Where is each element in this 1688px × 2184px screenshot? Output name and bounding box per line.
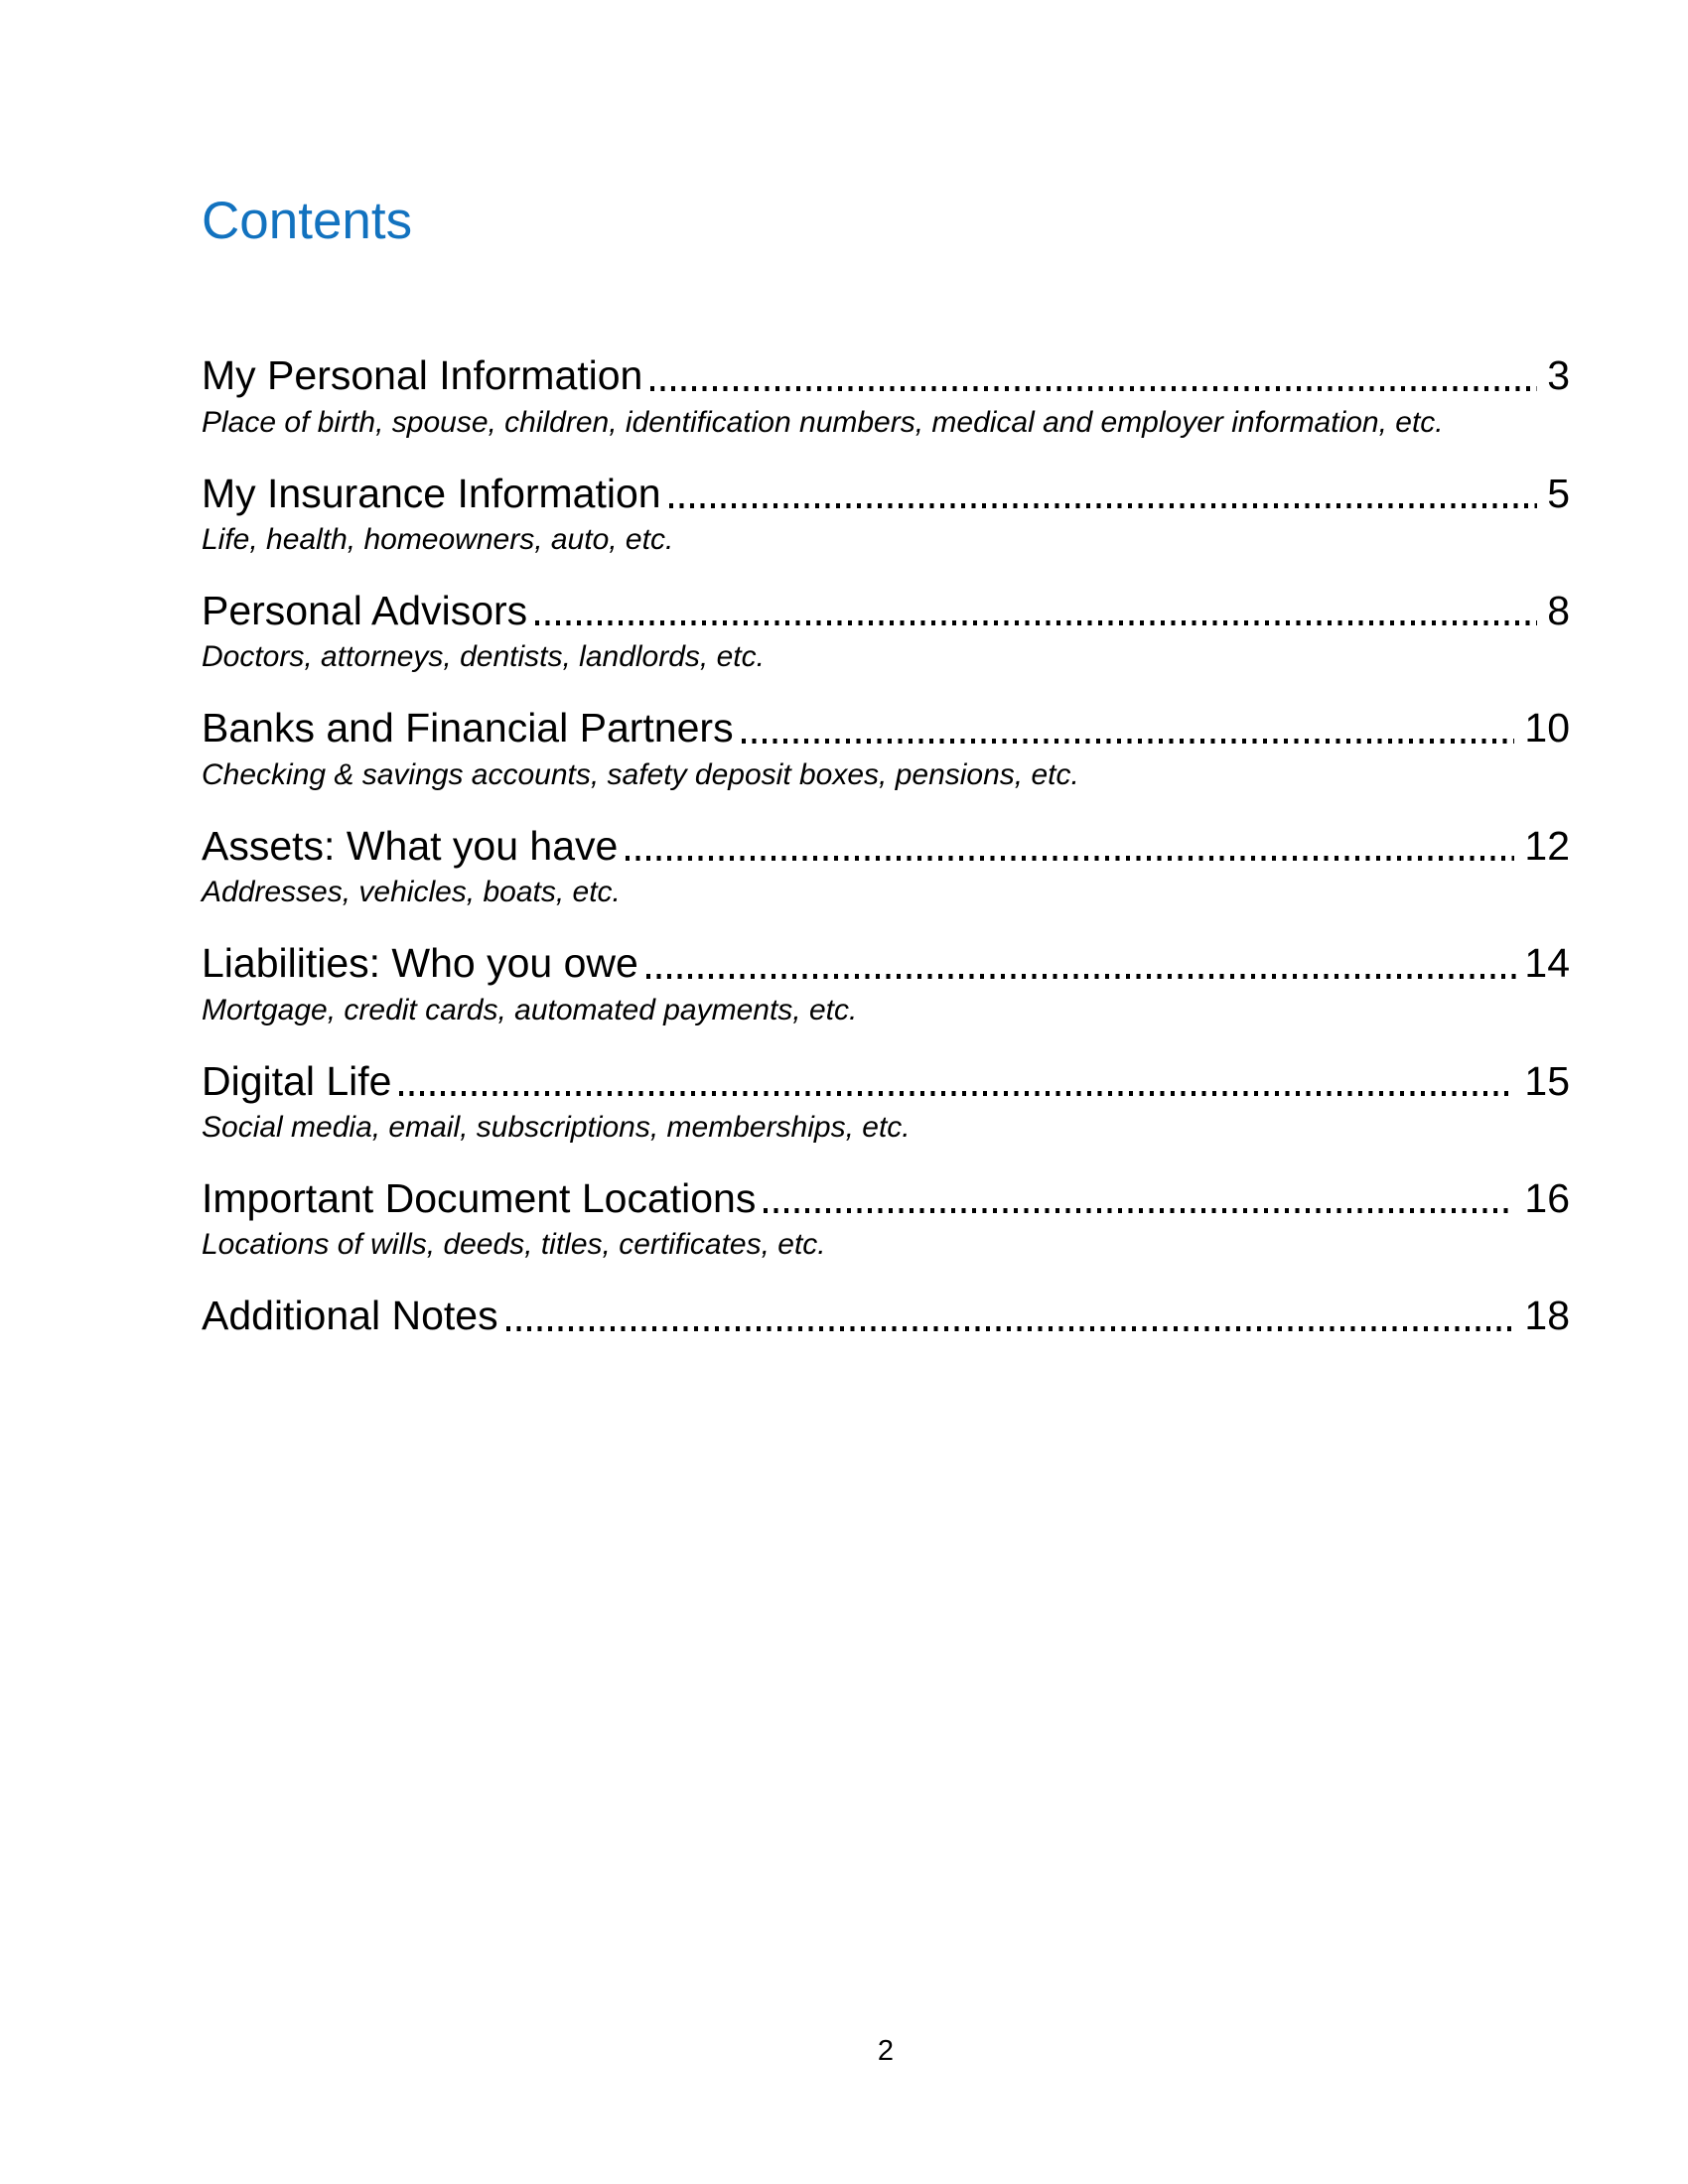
toc-entry[interactable] xyxy=(202,704,1570,751)
dot-leader xyxy=(669,503,1538,508)
toc-entry-description: Mortgage, credit cards, automated payments, etc. xyxy=(202,993,858,1026)
toc-entry-title: Banks and Financial Partners xyxy=(202,705,734,751)
toc-entry-page-number: 10 xyxy=(1524,705,1570,751)
toc-section xyxy=(202,1292,1570,1339)
dot-leader xyxy=(535,620,1537,625)
page-title: Contents xyxy=(202,192,413,250)
toc-entry-description: Checking & savings accounts, safety deposit boxes, pensions, etc. xyxy=(202,757,1079,791)
dot-leader xyxy=(764,1208,1514,1213)
toc-entry-title: Personal Advisors xyxy=(202,588,528,633)
toc-section xyxy=(202,822,1570,910)
toc-entry[interactable] xyxy=(202,822,1570,870)
toc-entry-page-number: 18 xyxy=(1524,1293,1570,1339)
toc-entry-title: Additional Notes xyxy=(202,1293,498,1339)
toc-entry-description: Addresses, vehicles, boats, etc. xyxy=(202,876,621,909)
dot-leader xyxy=(626,856,1514,861)
toc-entry-title: Liabilities: Who you owe xyxy=(202,940,638,987)
table-of-contents xyxy=(202,351,1570,1339)
toc-entry[interactable] xyxy=(202,351,1570,399)
toc-entry-description: Locations of wills, deeds, titles, certificates, etc. xyxy=(202,1228,826,1262)
toc-entry[interactable] xyxy=(202,1057,1570,1105)
toc-section xyxy=(202,939,1570,1027)
toc-section xyxy=(202,704,1570,792)
toc-entry-title: Assets: What you have xyxy=(202,822,619,869)
toc-entry-page-number: 5 xyxy=(1547,470,1570,516)
toc-section xyxy=(202,1057,1570,1146)
toc-entry-page-number: 16 xyxy=(1524,1174,1570,1221)
dot-leader xyxy=(650,386,1537,391)
toc-entry-page-number: 12 xyxy=(1524,822,1570,869)
toc-entry-title: Digital Life xyxy=(202,1057,392,1104)
toc-entry-title: My Insurance Information xyxy=(202,470,661,516)
toc-section xyxy=(202,1174,1570,1263)
footer-page-number: 2 xyxy=(877,2035,895,2067)
dot-leader xyxy=(646,974,1522,979)
toc-entry[interactable] xyxy=(202,939,1570,987)
toc-entry-description: Place of birth, spouse, children, identification numbers, medical and employer information, etc. xyxy=(202,405,1444,439)
toc-entry[interactable] xyxy=(202,587,1570,634)
toc-section xyxy=(202,587,1570,675)
toc-content xyxy=(202,189,1570,1369)
dot-leader xyxy=(399,1091,1514,1096)
toc-entry[interactable] xyxy=(202,470,1570,517)
dot-leader xyxy=(506,1326,1515,1331)
toc-entry[interactable] xyxy=(202,1174,1570,1222)
toc-entry-page-number: 3 xyxy=(1547,352,1570,399)
toc-entry-description: Doctors, attorneys, dentists, landlords, etc. xyxy=(202,640,765,674)
toc-entry-title: Important Document Locations xyxy=(202,1174,757,1221)
toc-entry-page-number: 8 xyxy=(1547,588,1570,633)
dot-leader xyxy=(742,739,1515,744)
toc-entry-page-number: 15 xyxy=(1524,1057,1570,1104)
toc-section xyxy=(202,470,1570,558)
toc-entry-description: Life, health, homeowners, auto, etc. xyxy=(202,523,674,556)
toc-entry[interactable] xyxy=(202,1292,1570,1339)
toc-entry-page-number: 14 xyxy=(1524,940,1570,987)
toc-entry-description: Social media, email, subscriptions, memberships, etc. xyxy=(202,1110,911,1144)
toc-section xyxy=(202,351,1570,440)
toc-entry-title: My Personal Information xyxy=(202,352,643,399)
